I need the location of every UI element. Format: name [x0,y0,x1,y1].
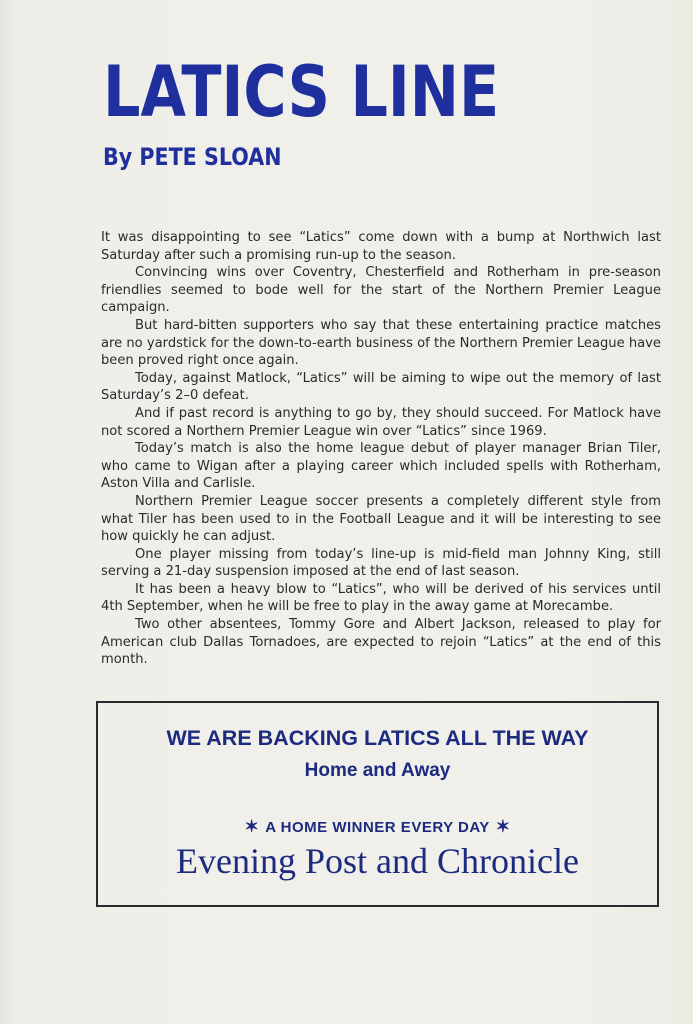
article-paragraph: Two other absentees, Tommy Gore and Albert Jackson, released to play for American club Dallas Tornadoes, are expected to rejoin “Latics” at the end of this month. [101,617,661,668]
advert-subheadline: Home and Away [304,760,451,781]
article-paragraph: It has been a heavy blow to “Latics”, who will be derived of his services until 4th September, when he will be free to play in the away game at Morecambe. [101,581,661,615]
article-paragraph: And if past record is anything to go by, they should succeed. For Matlock have not scored a Northern Premier League win over “Latics” since 1969. [101,405,661,439]
article-paragraph: Northern Premier League soccer presents a completely different style from what Tiler has been used to in the Football League and it will be interesting to see how quickly he can adjust. [101,493,661,545]
newspaper-name: Evening Post and Chronicle [176,841,579,881]
advert-headline: WE ARE BACKING LATICS ALL THE WAY [166,726,589,750]
star-icon: ✶ [244,817,260,836]
article-paragraph: But hard-bitten supporters who say that these entertaining practice matches are no yardstick for the down-to-earth business of the Northern Premier League have been proved right once again. [101,317,661,369]
article-paragraph: One player missing from today’s line-up is mid-field man Johnny King, still serving a 21-day suspension imposed at the end of last season. [101,546,661,580]
article-paragraph: It was disappointing to see “Latics” come down with a bump at Northwich last Saturday after such a promising run-up to the season. [101,230,661,263]
star-icon: ✶ [495,817,511,836]
newspaper-advert [96,701,659,907]
author-byline: By PETE SLOAN [103,143,282,171]
article-paragraph: Convincing wins over Coventry, Chesterfield and Rotherham in pre-season friendlies seemed to bode well for the start of the Northern Premier League campaign. [101,265,661,316]
column-title: LATICS LINE [103,51,500,133]
advert-tagline-row [98,817,657,838]
article-body [101,229,661,669]
article-paragraph: Today, against Matlock, “Latics” will be aiming to wipe out the memory of last Saturday’s 2–0 defeat. [101,370,661,404]
article-paragraph: Today’s match is also the home league debut of player manager Brian Tiler, who came to Wigan after a playing career which included spells with Rotherham, Aston Villa and Carlisle. [101,441,661,492]
advert-tagline: A HOME WINNER EVERY DAY [265,819,490,836]
